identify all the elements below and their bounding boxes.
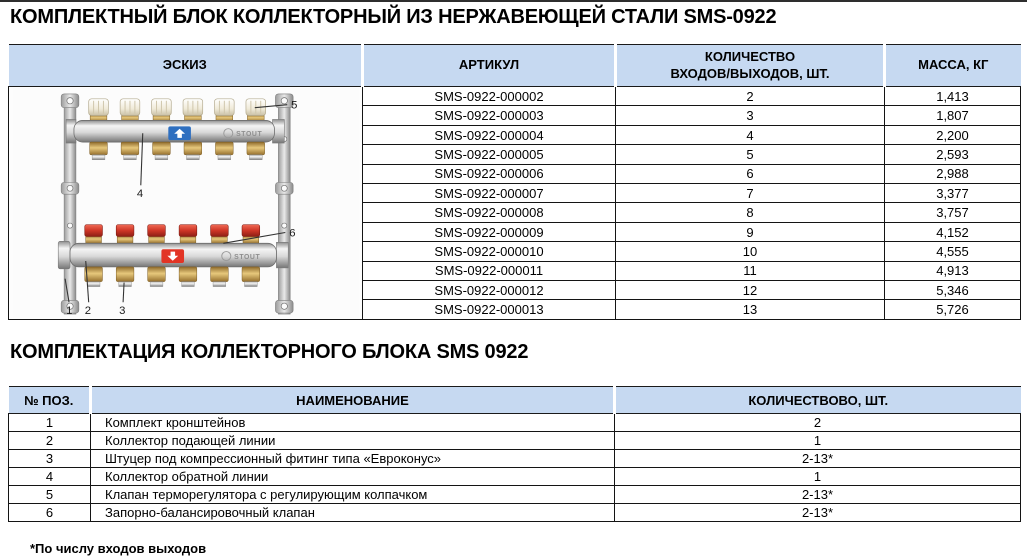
mass-cell: 3,377	[885, 184, 1021, 203]
article-cell: SMS-0922-000007	[363, 184, 616, 203]
qty-cell: 1	[615, 468, 1021, 486]
mass-cell: 1,807	[885, 106, 1021, 125]
qty-cell: 1	[615, 432, 1021, 450]
name-cell: Коллектор подающей линии	[91, 432, 615, 450]
mass-cell: 4,152	[885, 222, 1021, 241]
components-table	[8, 386, 1021, 522]
callout-label-3: 3	[118, 305, 125, 318]
callout-label-2: 2	[84, 305, 91, 318]
outputs-cell: 6	[616, 164, 885, 183]
table-row	[9, 414, 1021, 432]
outputs-cell: 7	[616, 184, 885, 203]
mass-cell: 5,726	[885, 300, 1021, 320]
mass-cell: 5,346	[885, 281, 1021, 300]
top-border-line	[0, 0, 1027, 2]
article-cell: SMS-0922-000009	[363, 222, 616, 241]
article-cell: SMS-0922-000004	[363, 125, 616, 144]
col-header-sketch: ЭСКИЗ	[9, 45, 363, 87]
name-cell: Комплект кронштейнов	[91, 414, 615, 432]
pos-cell: 5	[9, 486, 91, 504]
article-cell: SMS-0922-000008	[363, 203, 616, 222]
callout-label-6: 6	[288, 227, 296, 240]
outputs-cell: 8	[616, 203, 885, 222]
col-header-outputs-line1: КОЛИЧЕСТВО	[704, 48, 796, 64]
table-row	[9, 486, 1021, 504]
callout-label-4: 4	[136, 188, 143, 201]
table-row	[9, 450, 1021, 468]
table-row	[9, 504, 1021, 522]
table-row	[9, 468, 1021, 486]
pos-cell: 4	[9, 468, 91, 486]
pos-cell: 3	[9, 450, 91, 468]
page-title: КОМПЛЕКТНЫЙ БЛОК КОЛЛЕКТОРНЫЙ ИЗ НЕРЖАВЕЮЩЕЙ СТАЛИ SMS-0922	[10, 6, 777, 28]
mass-cell: 2,988	[885, 164, 1021, 183]
products-header-row	[9, 45, 1021, 87]
mass-cell: 1,413	[885, 87, 1021, 106]
outputs-cell: 13	[616, 300, 885, 320]
col-header-outputs	[616, 45, 885, 87]
name-cell: Запорно-балансировочный клапан	[91, 504, 615, 522]
mass-cell: 4,555	[885, 242, 1021, 261]
brand-text-return: STOUT	[233, 254, 260, 262]
article-cell: SMS-0922-000010	[363, 242, 616, 261]
qty-cell: 2-13*	[615, 486, 1021, 504]
col-header-article: АРТИКУЛ	[363, 45, 616, 87]
outputs-cell: 2	[616, 87, 885, 106]
outputs-cell: 3	[616, 106, 885, 125]
pos-cell: 2	[9, 432, 91, 450]
col-header-outputs-line2: ВХОДОВ/ВЫХОДОВ, ШТ.	[670, 65, 830, 81]
article-cell: SMS-0922-000011	[363, 261, 616, 280]
mass-cell: 4,913	[885, 261, 1021, 280]
col-header-pos: № ПОЗ.	[9, 387, 91, 414]
callout-label-1: 1	[65, 305, 72, 318]
table-row	[9, 432, 1021, 450]
outputs-cell: 12	[616, 281, 885, 300]
article-cell: SMS-0922-000006	[363, 164, 616, 183]
pos-cell: 6	[9, 504, 91, 522]
outputs-cell: 9	[616, 222, 885, 241]
footnote: *По числу входов выходов	[30, 541, 207, 556]
products-table	[8, 44, 1021, 320]
article-cell: SMS-0922-000013	[363, 300, 616, 320]
mass-cell: 2,200	[885, 125, 1021, 144]
article-cell: SMS-0922-000005	[363, 145, 616, 164]
qty-cell: 2-13*	[615, 504, 1021, 522]
brand-text-supply: STOUT	[235, 131, 262, 139]
outputs-cell: 10	[616, 242, 885, 261]
article-cell: SMS-0922-000003	[363, 106, 616, 125]
outputs-cell: 5	[616, 145, 885, 164]
name-cell: Коллектор обратной линии	[91, 468, 615, 486]
qty-cell: 2	[615, 414, 1021, 432]
name-cell: Клапан терморегулятора с регулирующим колпачком	[91, 486, 615, 504]
section-title-components: КОМПЛЕКТАЦИЯ КОЛЛЕКТОРНОГО БЛОКА SMS 0922	[10, 341, 529, 363]
col-header-name: НАИМЕНОВАНИЕ	[91, 387, 615, 414]
mass-cell: 3,757	[885, 203, 1021, 222]
article-cell: SMS-0922-000012	[363, 281, 616, 300]
outputs-cell: 11	[616, 261, 885, 280]
outputs-cell: 4	[616, 125, 885, 144]
article-cell: SMS-0922-000002	[363, 87, 616, 106]
qty-cell: 2-13*	[615, 450, 1021, 468]
pos-cell: 1	[9, 414, 91, 432]
components-header-row	[9, 387, 1021, 414]
mass-cell: 2,593	[885, 145, 1021, 164]
manifold-sketch-image	[11, 88, 361, 318]
callout-label-5: 5	[290, 99, 297, 112]
product-sketch-cell	[9, 87, 363, 320]
name-cell: Штуцер под компрессионный фитинг типа «Евроконус»	[91, 450, 615, 468]
table-row	[9, 87, 1021, 106]
col-header-mass: МАССА, КГ	[885, 45, 1021, 87]
col-header-qty: КОЛИЧЕСТВОВО, ШТ.	[615, 387, 1021, 414]
